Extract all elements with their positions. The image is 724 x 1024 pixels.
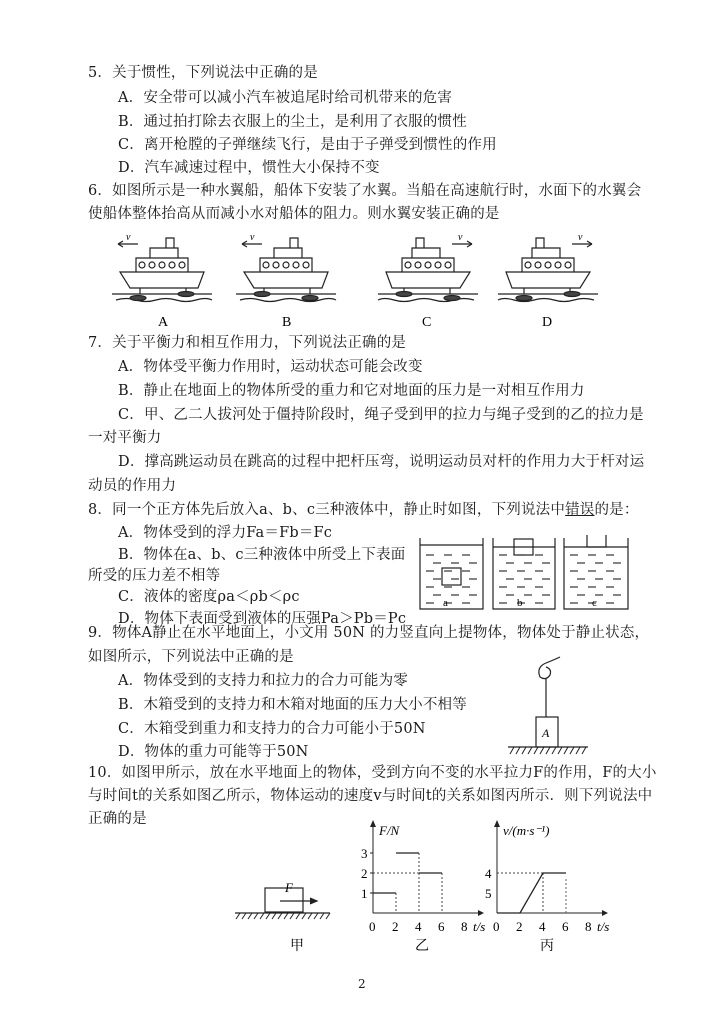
q5-option-b: B．通过拍打除去衣服上的尘土，是利用了衣服的惯性 bbox=[118, 114, 467, 130]
q7-option-d-cont: 动员的作用力 bbox=[88, 478, 177, 494]
ground-hatch bbox=[308, 913, 312, 919]
ground-hatch bbox=[254, 913, 258, 919]
ground-hatch bbox=[284, 913, 288, 919]
fig-label-bing: 丙 bbox=[540, 939, 554, 954]
q10-figures bbox=[230, 820, 650, 960]
q8-option-b-cont: 所受的压力差不相等 bbox=[88, 568, 221, 584]
velocity-line bbox=[497, 873, 566, 913]
x-axis-arrow bbox=[602, 910, 608, 916]
q7-option-b: B．静止在地面上的物体所受的重力和它对地面的压力是一对相互作用力 bbox=[118, 383, 585, 399]
y-tick-label: 3 bbox=[361, 846, 368, 861]
ground-hatch bbox=[570, 747, 574, 754]
q5-option-c: C．离开枪膛的子弹继续飞行，是由于子弹受到惯性的作用 bbox=[118, 137, 497, 153]
x-tick-label: 6 bbox=[562, 919, 569, 934]
q8-stem-pre: 8．同一个正方体先后放入a、b、c三种液体中，静止时如图，下列说法中 bbox=[88, 502, 566, 518]
container-label-a: a bbox=[443, 597, 448, 609]
ground-hatch bbox=[248, 913, 252, 919]
container-label-b: b bbox=[517, 597, 523, 609]
ground-hatch bbox=[540, 747, 544, 754]
q8-stem-post: 的是： bbox=[594, 502, 639, 518]
boat-option-label: D bbox=[542, 315, 553, 328]
velocity-label: v bbox=[126, 232, 131, 243]
boat-figure-a bbox=[108, 228, 218, 328]
velocity-label: v bbox=[578, 232, 583, 243]
q7-option-d: D．撑高跳运动员在跳高的过程中把杆压弯，说明运动员对杆的作用力大于杆对运 bbox=[118, 454, 645, 470]
q7-option-a: A．物体受平衡力作用时，运动状态可能会改变 bbox=[118, 359, 423, 375]
x-tick-label: 6 bbox=[438, 919, 445, 934]
q7-option-c: C．甲、乙二人拔河处于僵持阶段时，绳子受到甲的拉力与绳子受到的乙的拉力是 bbox=[118, 407, 644, 423]
ground-hatch bbox=[516, 747, 520, 754]
q5-option-a: A．安全带可以减小汽车被追尾时给司机带来的危害 bbox=[118, 90, 453, 106]
q9-option-d: D．物体的重力可能等于50N bbox=[118, 744, 309, 760]
boat-figure-b bbox=[232, 228, 342, 328]
velocity-label: v bbox=[250, 232, 255, 243]
q8-option-d: D．物体下表面受到液体的压强Pa＞Pb＝Pc bbox=[118, 611, 407, 627]
y-axis-arrow bbox=[494, 820, 500, 827]
x-tick-label: 2 bbox=[392, 919, 399, 934]
figure-jia bbox=[235, 888, 330, 913]
ground-hatch bbox=[546, 747, 550, 754]
q9-stem-line2: 如图所示，下列说法中正确的是 bbox=[88, 649, 294, 665]
x-tick-label: 4 bbox=[539, 919, 546, 934]
boat-figure-c bbox=[372, 228, 482, 328]
boat-figure-d bbox=[492, 228, 602, 328]
ground-hatch bbox=[534, 747, 538, 754]
q10-stem-line3: 正确的是 bbox=[88, 811, 147, 827]
ground-hatch bbox=[314, 913, 318, 919]
y-axis-arrow bbox=[370, 820, 376, 827]
q10-stem-line2: 与时间t的关系如图乙所示，物体运动的速度v与时间t的关系如图丙所示．则下列说法中 bbox=[88, 788, 653, 804]
q8-stem-emphasis: 错误 bbox=[565, 502, 595, 518]
ground-hatch bbox=[552, 747, 556, 754]
q8-option-a: A．物体受到的浮力Fa＝Fb＝Fc bbox=[118, 525, 333, 541]
ground-hatch bbox=[522, 747, 526, 754]
box-label-a: A bbox=[542, 726, 550, 740]
q5-option-d: D．汽车减速过程中，惯性大小保持不变 bbox=[118, 160, 380, 176]
ground-hatch bbox=[582, 747, 586, 754]
x-tick-label: 8 bbox=[461, 919, 468, 934]
y-axis-label: v/(m·s⁻¹) bbox=[503, 823, 550, 838]
container-label-c: c bbox=[592, 597, 597, 609]
q6-stem-line2: 使船体整体抬高从而减小水对船体的阻力。则水翼安装正确的是 bbox=[88, 206, 500, 222]
ground-hatch bbox=[510, 747, 514, 754]
boat-option-label: A bbox=[158, 315, 169, 328]
x-axis-label: t/s bbox=[597, 919, 610, 934]
y-tick-label: 2 bbox=[361, 866, 368, 881]
ground-hatch bbox=[302, 913, 306, 919]
q8-stem bbox=[88, 501, 639, 519]
q9-option-b: B．木箱受到的支持力和木箱对地面的压力大小不相等 bbox=[118, 697, 467, 713]
q6-stem-line1: 6．如图所示是一种水翼船，船体下安装了水翼。当船在高速航行时，水面下的水翼会 bbox=[88, 183, 642, 199]
y-axis-label: F/N bbox=[379, 823, 400, 838]
y-tick-label: 1 bbox=[361, 886, 368, 901]
fig-label-yi: 乙 bbox=[415, 939, 429, 954]
ground-hatch bbox=[266, 913, 270, 919]
ground-hatch bbox=[528, 747, 532, 754]
x-tick-label: 8 bbox=[585, 919, 592, 934]
q8-option-b: B．物体在a、b、c三种液体中所受上下表面 bbox=[118, 547, 406, 563]
ground-hatch bbox=[236, 913, 240, 919]
ground-hatch bbox=[320, 913, 324, 919]
ground-hatch bbox=[278, 913, 282, 919]
ground-hatch bbox=[290, 913, 294, 919]
x-tick-label: 2 bbox=[516, 919, 523, 934]
ground-hatch bbox=[260, 913, 264, 919]
ground-hatch bbox=[296, 913, 300, 919]
q7-option-c-cont: 一对平衡力 bbox=[88, 430, 162, 446]
y-tick-label: 4 bbox=[485, 866, 492, 881]
y-tick-label: 5 bbox=[485, 886, 492, 901]
force-label: F bbox=[285, 880, 293, 895]
ground-hatch bbox=[576, 747, 580, 754]
q9-option-c: C．木箱受到重力和支持力的合力可能小于50N bbox=[118, 721, 426, 737]
q9-option-a: A．物体受到的支持力和拉力的合力可能为零 bbox=[118, 673, 408, 689]
page-number: 2 bbox=[358, 977, 366, 991]
boat-option-label: C bbox=[422, 315, 432, 328]
q10-stem-line1: 10．如图甲所示，放在水平地面上的物体，受到方向不变的水平拉力F的作用，F的大小 bbox=[88, 765, 657, 781]
x-axis-arrow bbox=[478, 910, 484, 916]
q8-option-c: C．液体的密度ρa＜ρb＜ρc bbox=[118, 589, 300, 605]
x-tick-label: 0 bbox=[493, 919, 500, 934]
q7-stem: 7．关于平衡力和相互作用力，下列说法正确的是 bbox=[88, 335, 407, 351]
q5-stem: 5．关于惯性，下列说法中正确的是 bbox=[88, 65, 318, 81]
ground-hatch bbox=[558, 747, 562, 754]
x-tick-label: 4 bbox=[415, 919, 422, 934]
liquid-containers-figure bbox=[415, 535, 650, 615]
x-axis-label: t/s bbox=[473, 919, 486, 934]
x-tick-label: 0 bbox=[369, 919, 376, 934]
velocity-label: v bbox=[458, 232, 463, 243]
ground-hatch bbox=[272, 913, 276, 919]
lifting-box-figure bbox=[500, 655, 595, 760]
boat-option-label: B bbox=[282, 315, 292, 328]
ground-hatch bbox=[564, 747, 568, 754]
q9-stem-line1: 9．物体A静止在水平地面上，小文用 50N 的力竖直向上提物体，物体处于静止状态， bbox=[88, 625, 650, 641]
ground-hatch bbox=[242, 913, 246, 919]
fig-label-jia: 甲 bbox=[290, 939, 304, 954]
ground-hatch bbox=[326, 913, 330, 919]
